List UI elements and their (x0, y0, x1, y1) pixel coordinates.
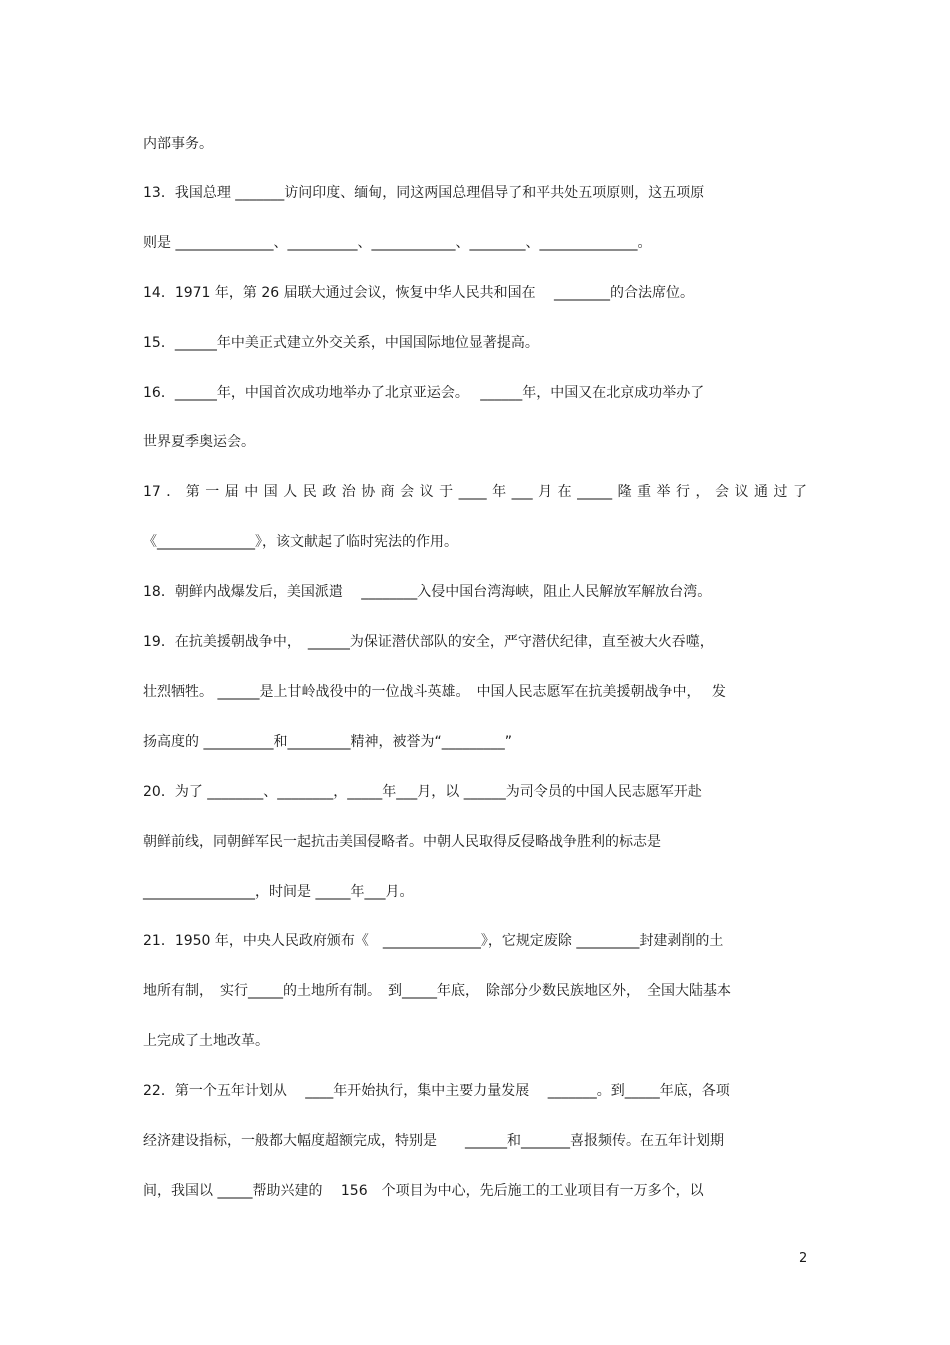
question-19-line-2: 壮烈牺牲。 ______是上甘岭战役中的一位战斗英雄。 中国人民志愿军在抗美援朝战争中， 发 (143, 684, 726, 700)
question-19-line-1: 19．在抗美援朝战争中， ______为保证潜伏部队的安全，严守潜伏纪律，直至被大火吞噬， (143, 634, 714, 650)
question-17-line-1: 17．第一届中国人民政治协商会议于____年___月在_____隆重举行，会议通过了 (143, 484, 807, 500)
question-20-line-1: 20．为了 ________、________，_____年___月，以 ______为司令员的中国人民志愿军开赴 (143, 784, 702, 800)
question-21-line-1: 21．1950 年，中央人民政府颁布《 ______________》，它规定废除 _________封建剥削的土 (143, 933, 724, 949)
question-21-line-2: 地所有制， 实行_____的土地所有制。 到_____年底， 除部分少数民族地区外， 全国大陆基本 (143, 983, 731, 999)
question-19-line-3: 扬高度的 __________和_________精神，被誉为“_________” (143, 734, 512, 750)
question-14: 14．1971 年，第 26 届联大通过会议，恢复中华人民共和国在 ________的合法席位。 (143, 285, 695, 301)
question-22-line-3: 间，我国以 _____帮助兴建的 156 个项目为中心，先后施工的工业项目有一万多个，以 (143, 1183, 704, 1199)
question-13-line-1: 13．我国总理 _______访问印度、缅甸，同这两国总理倡导了和平共处五项原则，这五项原 (143, 185, 705, 201)
question-20-line-3: ________________，时间是 _____年___月。 (143, 884, 414, 900)
question-20-line-2: 朝鲜前线，同朝鲜军民一起抗击美国侵略者。中朝人民取得反侵略战争胜利的标志是 (143, 834, 661, 850)
question-15: 15．______年中美正式建立外交关系，中国国际地位显著提高。 (143, 335, 539, 351)
text-line: 内部事务。 (143, 136, 213, 152)
page-number: 2 (799, 1251, 808, 1266)
question-22-line-2: 经济建设指标，一般都大幅度超额完成，特别是 ______和_______喜报频传。在五年计划期 (143, 1133, 724, 1149)
question-18: 18．朝鲜内战爆发后，美国派遣 ________入侵中国台湾海峡，阻止人民解放军解放台湾。 (143, 584, 712, 600)
question-13-line-2: 则是 ______________、__________、____________、________、______________。 (143, 235, 652, 251)
question-22-line-1: 22．第一个五年计划从 ____年开始执行，集中主要力量发展 _______。到_____年底，各项 (143, 1083, 730, 1099)
question-17-line-2: 《______________》，该文献起了临时宪法的作用。 (143, 534, 458, 550)
question-16-line-1: 16．______年，中国首次成功地举办了北京亚运会。 ______年，中国又在北京成功举办了 (143, 385, 705, 401)
question-16-line-2: 世界夏季奥运会。 (143, 434, 255, 450)
question-21-line-3: 上完成了土地改革。 (143, 1033, 269, 1049)
